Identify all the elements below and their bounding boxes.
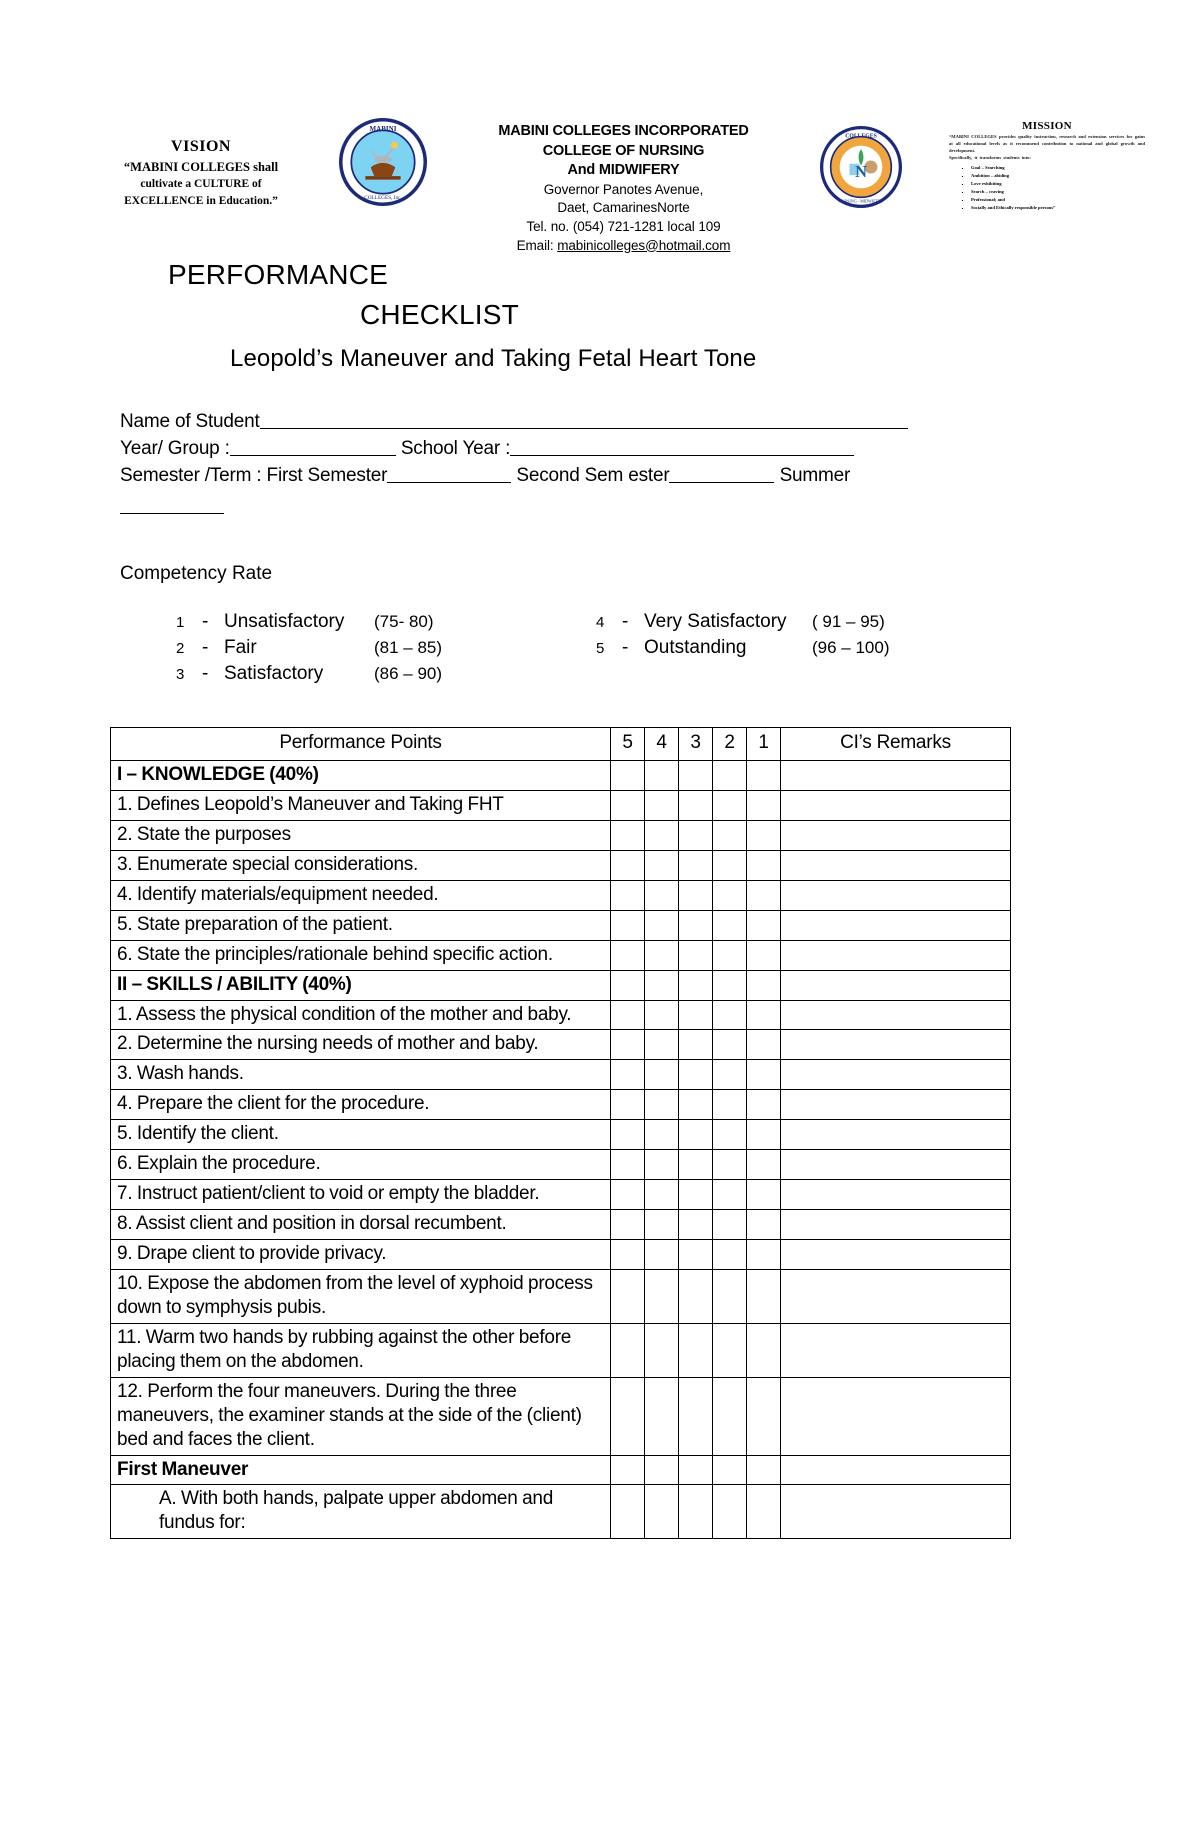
- score-cell-2[interactable]: [713, 850, 747, 880]
- score-cell-4[interactable]: [645, 1485, 679, 1539]
- score-cell-2[interactable]: [713, 1000, 747, 1030]
- score-cell-4[interactable]: [645, 1377, 679, 1455]
- column-header-score-1: 1: [747, 728, 781, 761]
- score-cell-4[interactable]: [645, 910, 679, 940]
- score-cell-4[interactable]: [645, 1455, 679, 1485]
- column-header-score-5: 5: [611, 728, 645, 761]
- school-telephone: Tel. no. (054) 721-1281 local 109: [526, 218, 721, 234]
- score-cell-1[interactable]: [747, 1455, 781, 1485]
- year-group-input[interactable]: [230, 455, 396, 456]
- score-cell-3[interactable]: [679, 1377, 713, 1455]
- competency-number: 3: [176, 666, 185, 684]
- score-cell-3[interactable]: [679, 1455, 713, 1485]
- competency-dash: -: [202, 611, 209, 633]
- school-name-line-2: COLLEGE OF NURSING: [542, 142, 705, 159]
- summer-input[interactable]: [120, 513, 224, 514]
- competency-item-2: [176, 637, 596, 659]
- score-cell-4[interactable]: [645, 1000, 679, 1030]
- score-cell-3[interactable]: [679, 1240, 713, 1270]
- score-cell-5[interactable]: [611, 1240, 645, 1270]
- page-title-performance: PERFORMANCE: [168, 259, 388, 291]
- score-cell-2[interactable]: [713, 1455, 747, 1485]
- mission-bullet-list: [949, 164, 1145, 212]
- performance-point-label: 12. Perform the four maneuvers. During the three maneuvers, the examiner stands at the side of the (client) bed and faces the client.: [111, 1377, 611, 1455]
- table-row: [111, 1269, 1011, 1323]
- first-semester-input[interactable]: [387, 482, 511, 483]
- score-cell-1[interactable]: [747, 1150, 781, 1180]
- competency-name: Satisfactory: [224, 663, 324, 685]
- svg-text:N: N: [855, 161, 868, 181]
- table-row: [111, 790, 1011, 820]
- score-cell-4[interactable]: [645, 1150, 679, 1180]
- ci-remarks-cell[interactable]: [781, 790, 1011, 820]
- score-cell-3[interactable]: [679, 940, 713, 970]
- table-body: [111, 761, 1011, 1539]
- score-cell-2[interactable]: [713, 1090, 747, 1120]
- school-year-input[interactable]: [510, 455, 854, 456]
- mission-bullet: ▪ Search – craving: [971, 188, 1145, 196]
- performance-point-label: 6. Explain the procedure.: [111, 1150, 611, 1180]
- ci-remarks-cell[interactable]: [781, 1060, 1011, 1090]
- competency-item-1: [176, 611, 596, 633]
- competency-range: (75- 80): [374, 612, 434, 632]
- ci-remarks-cell[interactable]: [781, 761, 1011, 791]
- table-row: [111, 1485, 1011, 1539]
- ci-remarks-cell[interactable]: [781, 850, 1011, 880]
- year-group-row: [120, 436, 920, 463]
- second-semester-input[interactable]: [669, 482, 774, 483]
- score-cell-4[interactable]: [645, 1090, 679, 1120]
- score-cell-1[interactable]: [747, 1377, 781, 1455]
- score-cell-5[interactable]: [611, 940, 645, 970]
- score-cell-2[interactable]: [713, 1377, 747, 1455]
- vision-line-3: EXCELLENCE in Education.”: [124, 194, 278, 207]
- competency-name: Very Satisfactory: [644, 611, 787, 633]
- vision-title: VISION: [171, 138, 231, 155]
- score-cell-3[interactable]: [679, 910, 713, 940]
- school-identity-block: [474, 118, 774, 255]
- vision-text: [110, 158, 292, 209]
- score-cell-4[interactable]: [645, 940, 679, 970]
- mission-bullet: ▪ Socially and Ethically responsible persons”: [971, 204, 1145, 212]
- ci-remarks-cell[interactable]: [781, 1120, 1011, 1150]
- score-cell-5[interactable]: [611, 1030, 645, 1060]
- score-cell-5[interactable]: [611, 880, 645, 910]
- school-name-line-1: MABINI COLLEGES INCORPORATED: [498, 123, 749, 139]
- page-title-checklist: CHECKLIST: [360, 299, 519, 331]
- competency-name: Fair: [224, 637, 257, 659]
- student-form: [120, 409, 920, 521]
- score-cell-5[interactable]: [611, 790, 645, 820]
- ci-remarks-cell[interactable]: [781, 1455, 1011, 1485]
- college-of-nursing-seal-icon: [820, 126, 902, 208]
- score-cell-5[interactable]: [611, 850, 645, 880]
- score-cell-2[interactable]: [713, 790, 747, 820]
- email-label: Email:: [516, 237, 554, 253]
- score-cell-3[interactable]: [679, 820, 713, 850]
- performance-point-label: 7. Instruct patient/client to void or empty the bladder.: [111, 1180, 611, 1210]
- competency-name: Outstanding: [644, 637, 747, 659]
- competency-range: (81 – 85): [374, 638, 443, 658]
- score-cell-2[interactable]: [713, 1030, 747, 1060]
- score-cell-4[interactable]: [645, 850, 679, 880]
- competency-range: (96 – 100): [812, 638, 890, 658]
- table-section-row: [111, 1455, 1011, 1485]
- svg-text:MABINI: MABINI: [369, 125, 397, 134]
- score-cell-2[interactable]: [713, 940, 747, 970]
- ci-remarks-cell[interactable]: [781, 1210, 1011, 1240]
- score-cell-5[interactable]: [611, 1120, 645, 1150]
- school-address-line-1: Governor Panotes Avenue,: [543, 181, 704, 197]
- score-cell-1[interactable]: [747, 1180, 781, 1210]
- competency-name: Unsatisfactory: [224, 611, 345, 633]
- ci-remarks-cell[interactable]: [781, 940, 1011, 970]
- mission-bullet: ▪ Goal – Searching: [971, 164, 1145, 172]
- school-name-line-3: And MIDWIFERY: [567, 162, 680, 179]
- score-cell-3[interactable]: [679, 970, 713, 1000]
- performance-point-label: 3. Enumerate special considerations.: [111, 850, 611, 880]
- name-of-student-row: [120, 409, 920, 436]
- score-cell-2[interactable]: [713, 1323, 747, 1377]
- ci-remarks-cell[interactable]: [781, 820, 1011, 850]
- table-row: [111, 1180, 1011, 1210]
- performance-point-label: 11. Warm two hands by rubbing against the other before placing them on the abdomen.: [111, 1323, 611, 1377]
- semester-term-label: Semester /Term :: [120, 465, 262, 487]
- score-cell-5[interactable]: [611, 910, 645, 940]
- competency-item-5: [596, 637, 1200, 659]
- score-cell-1[interactable]: [747, 761, 781, 791]
- name-of-student-label: Name of Student: [120, 411, 260, 433]
- column-header-score-4: 4: [645, 728, 679, 761]
- table-row: [111, 880, 1011, 910]
- table-row: [111, 1090, 1011, 1120]
- ci-remarks-cell[interactable]: [781, 1269, 1011, 1323]
- score-cell-3[interactable]: [679, 1269, 713, 1323]
- table-head: [111, 728, 1011, 761]
- table-header-row: [111, 728, 1011, 761]
- score-cell-5[interactable]: [611, 1455, 645, 1485]
- score-cell-4[interactable]: [645, 1120, 679, 1150]
- competency-range: ( 91 – 95): [812, 612, 885, 632]
- table-row: [111, 1120, 1011, 1150]
- mission-paragraph: “MABINI COLLEGES provides quality instruction, research and extension services for gains at all educational levels as it recommend contribution to national and global growth and development.: [949, 134, 1145, 153]
- ci-remarks-cell[interactable]: [781, 910, 1011, 940]
- score-cell-1[interactable]: [747, 910, 781, 940]
- vision-line-1: “MABINI COLLEGES shall: [123, 160, 279, 174]
- score-cell-4[interactable]: [645, 1210, 679, 1240]
- column-header-ci-remarks: CI’s Remarks: [781, 728, 1011, 761]
- second-semester-label: Second Sem ester: [516, 465, 670, 487]
- performance-point-label: 4. Identify materials/equipment needed.: [111, 880, 611, 910]
- performance-point-label: 3. Wash hands.: [111, 1060, 611, 1090]
- mabini-colleges-seal-icon: [339, 118, 427, 206]
- competency-dash: -: [622, 611, 629, 633]
- score-cell-2[interactable]: [713, 970, 747, 1000]
- ci-remarks-cell[interactable]: [781, 1000, 1011, 1030]
- mission-block: [949, 118, 1145, 212]
- score-cell-5[interactable]: [611, 970, 645, 1000]
- score-cell-5[interactable]: [611, 1485, 645, 1539]
- table-row: [111, 1150, 1011, 1180]
- competency-number: 1: [176, 614, 185, 632]
- score-cell-5[interactable]: [611, 1377, 645, 1455]
- table-row: [111, 1240, 1011, 1270]
- score-cell-2[interactable]: [713, 1485, 747, 1539]
- performance-point-sub-label: A. With both hands, palpate upper abdomen and fundus for:: [159, 1488, 554, 1534]
- summer-label: Summer: [779, 465, 851, 487]
- table-section-row: [111, 970, 1011, 1000]
- score-cell-2[interactable]: [713, 1240, 747, 1270]
- score-cell-5[interactable]: [611, 1000, 645, 1030]
- competency-item-3: [176, 663, 596, 685]
- score-cell-5[interactable]: [611, 1150, 645, 1180]
- score-cell-4[interactable]: [645, 970, 679, 1000]
- performance-point-label: I – KNOWLEDGE (40%): [111, 761, 611, 791]
- school-email-row: [474, 237, 774, 256]
- score-cell-5[interactable]: [611, 1090, 645, 1120]
- score-cell-2[interactable]: [713, 1269, 747, 1323]
- competency-rate-scale: [176, 611, 1200, 685]
- table-section-row: [111, 761, 1011, 791]
- ci-remarks-cell[interactable]: [781, 1090, 1011, 1120]
- performance-point-label: 2. Determine the nursing needs of mother and baby.: [111, 1030, 611, 1060]
- table-row: [111, 1000, 1011, 1030]
- performance-point-label: 9. Drape client to provide privacy.: [111, 1240, 611, 1270]
- score-cell-2[interactable]: [713, 1150, 747, 1180]
- score-cell-4[interactable]: [645, 1269, 679, 1323]
- score-cell-3[interactable]: [679, 1150, 713, 1180]
- score-cell-3[interactable]: [679, 1000, 713, 1030]
- performance-point-label: 1. Defines Leopold’s Maneuver and Taking FHT: [111, 790, 611, 820]
- svg-text:NURSING - MIDWIFERY: NURSING - MIDWIFERY: [838, 198, 884, 204]
- score-cell-4[interactable]: [645, 1323, 679, 1377]
- score-cell-2[interactable]: [713, 820, 747, 850]
- performance-point-label: 6. State the principles/rationale behind specific action.: [111, 940, 611, 970]
- score-cell-1[interactable]: [747, 850, 781, 880]
- score-cell-4[interactable]: [645, 880, 679, 910]
- score-cell-5[interactable]: [611, 1323, 645, 1377]
- mission-paragraph-2: Specifically, it transforms students into:: [949, 154, 1031, 160]
- score-cell-2[interactable]: [713, 761, 747, 791]
- competency-rate-label: Competency Rate: [120, 563, 273, 585]
- column-header-performance-points: Performance Points: [111, 728, 611, 761]
- score-cell-3[interactable]: [679, 1030, 713, 1060]
- score-cell-1[interactable]: [747, 1030, 781, 1060]
- score-cell-3[interactable]: [679, 850, 713, 880]
- score-cell-3[interactable]: [679, 1210, 713, 1240]
- table-row: [111, 940, 1011, 970]
- score-cell-1[interactable]: [747, 1323, 781, 1377]
- school-address-line-2: Daet, CamarinesNorte: [557, 200, 690, 216]
- score-cell-2[interactable]: [713, 1210, 747, 1240]
- competency-spacer: [596, 663, 1200, 685]
- score-cell-5[interactable]: [611, 1269, 645, 1323]
- score-cell-2[interactable]: [713, 880, 747, 910]
- performance-point-label: 8. Assist client and position in dorsal recumbent.: [111, 1210, 611, 1240]
- score-cell-1[interactable]: [747, 1000, 781, 1030]
- svg-text:COLLEGES, Inc.: COLLEGES, Inc.: [363, 194, 402, 201]
- score-cell-5[interactable]: [611, 1060, 645, 1090]
- score-cell-5[interactable]: [611, 1180, 645, 1210]
- first-semester-label: First Semester: [266, 465, 388, 487]
- table-row: [111, 1030, 1011, 1060]
- competency-range: (86 – 90): [374, 664, 443, 684]
- score-cell-4[interactable]: [645, 820, 679, 850]
- score-cell-1[interactable]: [747, 1269, 781, 1323]
- vision-line-2: cultivate a CULTURE of: [140, 178, 262, 191]
- score-cell-4[interactable]: [645, 1060, 679, 1090]
- mission-bullet: ▪ Love exhibiting: [971, 180, 1145, 188]
- mission-bullet: ▪ Professional; and: [971, 196, 1145, 204]
- performance-point-label: 5. State preparation of the patient.: [111, 910, 611, 940]
- ci-remarks-cell[interactable]: [781, 1485, 1011, 1539]
- document-header: [0, 0, 1200, 255]
- score-cell-2[interactable]: [713, 1180, 747, 1210]
- score-cell-4[interactable]: [645, 790, 679, 820]
- score-cell-1[interactable]: [747, 1090, 781, 1120]
- score-cell-1[interactable]: [747, 790, 781, 820]
- performance-point-label: 2. State the purposes: [111, 820, 611, 850]
- score-cell-1[interactable]: [747, 1210, 781, 1240]
- table-row: [111, 850, 1011, 880]
- competency-number: 5: [596, 640, 605, 658]
- score-cell-5[interactable]: [611, 1210, 645, 1240]
- competency-item-4: [596, 611, 1200, 633]
- score-cell-1[interactable]: [747, 880, 781, 910]
- score-cell-4[interactable]: [645, 1180, 679, 1210]
- page-subtitle: Leopold’s Maneuver and Taking Fetal Heart Tone: [230, 345, 757, 373]
- column-header-score-3: 3: [679, 728, 713, 761]
- score-cell-2[interactable]: [713, 1060, 747, 1090]
- table-row: [111, 910, 1011, 940]
- competency-number: 4: [596, 614, 605, 632]
- ci-remarks-cell[interactable]: [781, 1377, 1011, 1455]
- score-cell-4[interactable]: [645, 1240, 679, 1270]
- score-cell-1[interactable]: [747, 1120, 781, 1150]
- performance-point-label: 4. Prepare the client for the procedure.: [111, 1090, 611, 1120]
- score-cell-2[interactable]: [713, 1120, 747, 1150]
- performance-point-label: 5. Identify the client.: [111, 1120, 611, 1150]
- score-cell-4[interactable]: [645, 761, 679, 791]
- table-row: [111, 1323, 1011, 1377]
- score-cell-1[interactable]: [747, 1060, 781, 1090]
- score-cell-5[interactable]: [611, 820, 645, 850]
- ci-remarks-cell[interactable]: [781, 1180, 1011, 1210]
- table-row: [111, 1060, 1011, 1090]
- performance-point-label: First Maneuver: [111, 1455, 611, 1485]
- competency-number: 2: [176, 640, 185, 658]
- year-group-label: Year/ Group :: [120, 438, 230, 460]
- score-cell-1[interactable]: [747, 1485, 781, 1539]
- school-year-label: School Year :: [400, 438, 511, 460]
- ci-remarks-cell[interactable]: [781, 1150, 1011, 1180]
- mission-title: MISSION: [1022, 120, 1072, 132]
- score-cell-3[interactable]: [679, 880, 713, 910]
- score-cell-1[interactable]: [747, 820, 781, 850]
- performance-checklist-table-wrapper: [110, 727, 1010, 1539]
- ci-remarks-cell[interactable]: [781, 1030, 1011, 1060]
- ci-remarks-cell[interactable]: [781, 880, 1011, 910]
- competency-dash: -: [622, 637, 629, 659]
- svg-text:COLLEGES: COLLEGES: [845, 133, 878, 140]
- score-cell-3[interactable]: [679, 790, 713, 820]
- score-cell-4[interactable]: [645, 1030, 679, 1060]
- vision-block: [110, 118, 292, 209]
- score-cell-3[interactable]: [679, 1090, 713, 1120]
- ci-remarks-cell[interactable]: [781, 1323, 1011, 1377]
- score-cell-2[interactable]: [713, 910, 747, 940]
- semester-term-row: [120, 463, 920, 490]
- table-row: [111, 820, 1011, 850]
- score-cell-5[interactable]: [611, 761, 645, 791]
- score-cell-3[interactable]: [679, 1120, 713, 1150]
- table-row: [111, 1377, 1011, 1455]
- email-address-link[interactable]: mabinicolleges@hotmail.com: [557, 237, 731, 253]
- name-of-student-input[interactable]: [260, 428, 908, 429]
- table-row: [111, 1210, 1011, 1240]
- competency-dash: -: [202, 663, 209, 685]
- score-cell-3[interactable]: [679, 761, 713, 791]
- score-cell-3[interactable]: [679, 1485, 713, 1539]
- performance-checklist-table: [110, 727, 1011, 1539]
- score-cell-3[interactable]: [679, 1323, 713, 1377]
- performance-point-label: II – SKILLS / ABILITY (40%): [111, 970, 611, 1000]
- ci-remarks-cell[interactable]: [781, 970, 1011, 1000]
- score-cell-1[interactable]: [747, 940, 781, 970]
- column-header-score-2: 2: [713, 728, 747, 761]
- score-cell-1[interactable]: [747, 1240, 781, 1270]
- score-cell-3[interactable]: [679, 1180, 713, 1210]
- mission-bullet: ▪ Ambition – abiding: [971, 172, 1145, 180]
- summer-input-row: [120, 494, 920, 521]
- performance-point-label: 10. Expose the abdomen from the level of xyphoid process down to symphysis pubis.: [111, 1269, 611, 1323]
- score-cell-1[interactable]: [747, 970, 781, 1000]
- performance-point-label: [111, 1485, 611, 1539]
- ci-remarks-cell[interactable]: [781, 1240, 1011, 1270]
- performance-point-label: 1. Assess the physical condition of the mother and baby.: [111, 1000, 611, 1030]
- competency-dash: -: [202, 637, 209, 659]
- score-cell-3[interactable]: [679, 1060, 713, 1090]
